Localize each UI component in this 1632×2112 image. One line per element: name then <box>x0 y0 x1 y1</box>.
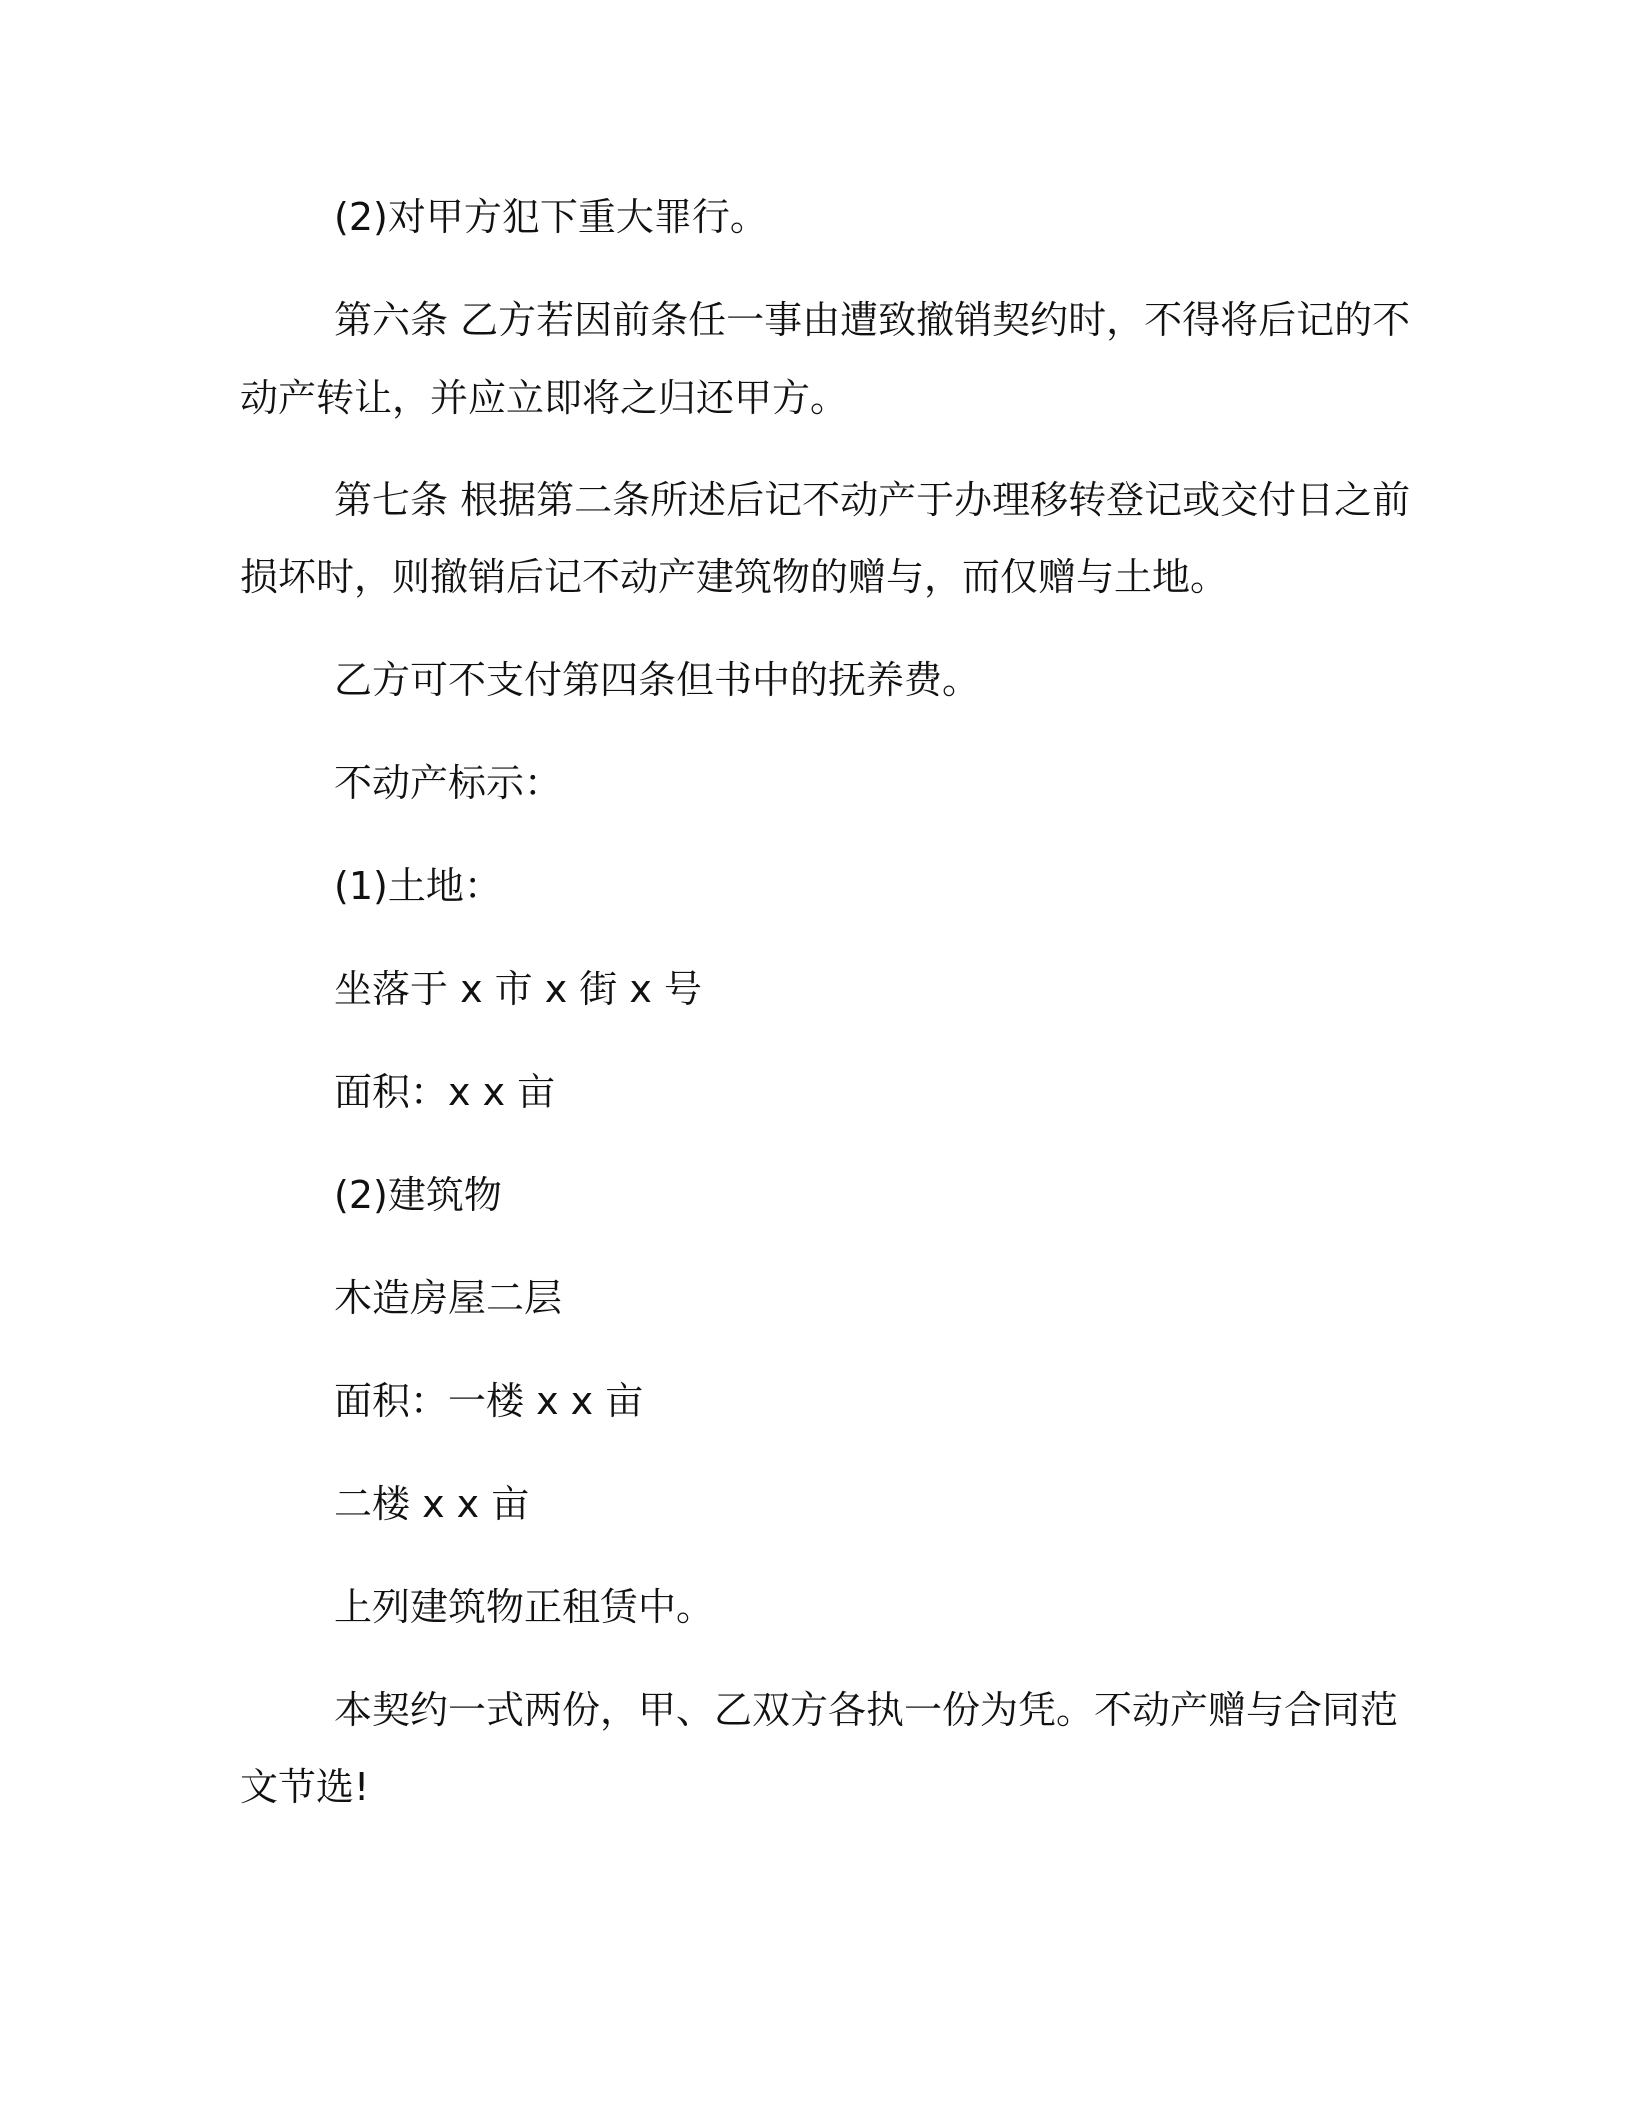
land-area: 面积：x x 亩 <box>334 1070 556 1114</box>
building-heading: (2)建筑物 <box>334 1173 502 1217</box>
paragraph-line: 乙方可不支付第四条但书中的抚养费。 <box>334 658 981 702</box>
building-area-floor-2: 二楼 x x 亩 <box>334 1482 530 1526</box>
land-heading: (1)土地： <box>334 864 502 908</box>
property-label: 不动产标示： <box>334 761 563 805</box>
lease-note: 上列建筑物正租赁中。 <box>334 1585 715 1629</box>
building-area-floor-1: 面积：一楼 x x 亩 <box>334 1379 644 1423</box>
closing-line-1: 本契约一式两份，甲、乙双方各执一份为凭。不动产赠与合同范 <box>334 1688 1399 1732</box>
article-six-line-1: 第六条 乙方若因前条任一事由遭致撤销契约时，不得将后记的不 <box>334 298 1411 342</box>
building-type: 木造房屋二层 <box>334 1276 563 1320</box>
article-six-line-2: 动产转让，并应立即将之归还甲方。 <box>240 376 849 420</box>
article-seven-line-1: 第七条 根据第二条所述后记不动产于办理移转登记或交付日之前 <box>334 478 1411 522</box>
closing-line-2: 文节选! <box>240 1765 370 1809</box>
land-location: 坐落于 x 市 x 街 x 号 <box>334 967 702 1011</box>
article-seven-line-2: 损坏时，则撤销后记不动产建筑物的赠与，而仅赠与土地。 <box>240 555 1229 599</box>
paragraph-line: (2)对甲方犯下重大罪行。 <box>334 195 768 239</box>
